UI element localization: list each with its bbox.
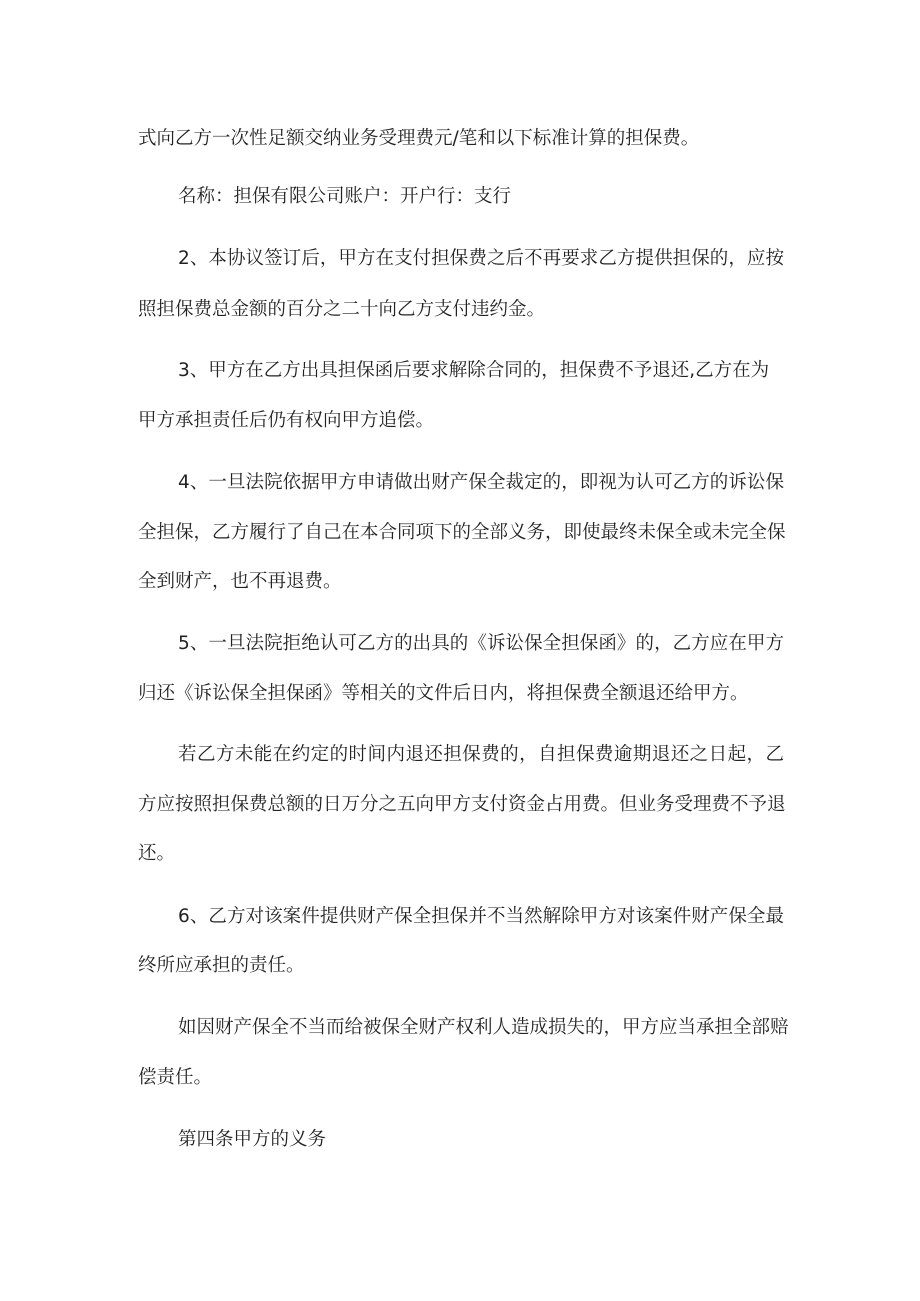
clause-4-line: 4、一旦法院依据甲方申请做出财产保全裁定的，即视为认可乙方的诉讼保 [178,472,784,493]
clause-5-line: 5、一旦法院拒绝认可乙方的出具的《诉讼保全担保函》的，乙方应在甲方 [178,633,784,654]
section-heading: 第四条甲方的义务 [178,1129,327,1150]
clause-2-line: 照担保费总金额的百分之二十向乙方支付违约金。 [138,299,546,320]
account-info-line: 名称：担保有限公司账户：开户行：支行 [178,186,512,207]
clause-3-line: 甲方承担责任后仍有权向甲方追偿。 [138,410,435,431]
clause-5-line: 方应按照担保费总额的日万分之五向甲方支付资金占用费。但业务受理费不予退 [138,794,786,815]
clause-3-line: 3、甲方在乙方出具担保函后要求解除合同的，担保费不予退还,乙方在为 [178,360,770,381]
clause-6-line: 偿责任。 [138,1067,213,1088]
clause-5-line: 归还《诉讼保全担保函》等相关的文件后日内，将担保费全额退还给甲方。 [138,683,749,704]
clause-5-line: 若乙方未能在约定的时间内退还担保费的，自担保费逾期退还之日起，乙 [178,744,784,765]
clause-4-line: 全担保，乙方履行了自己在本合同项下的全部义务，即使最终未保全或未完全保 [138,522,786,543]
text-line: 式向乙方一次性足额交纳业务受理费元/笔和以下标准计算的担保费。 [138,128,700,149]
clause-6-line: 6、乙方对该案件提供财产保全担保并不当然解除甲方对该案件财产保全最 [178,906,784,927]
clause-5-line: 还。 [138,843,176,864]
clause-6-line: 如因财产保全不当而给被保全财产权利人造成损失的，甲方应当承担全部赔 [178,1017,789,1038]
clause-6-line: 终所应承担的责任。 [138,955,305,976]
clause-4-line: 全到财产，也不再退费。 [138,571,342,592]
clause-2-line: 2、本协议签订后，甲方在支付担保费之后不再要求乙方提供担保的，应按 [178,248,784,269]
